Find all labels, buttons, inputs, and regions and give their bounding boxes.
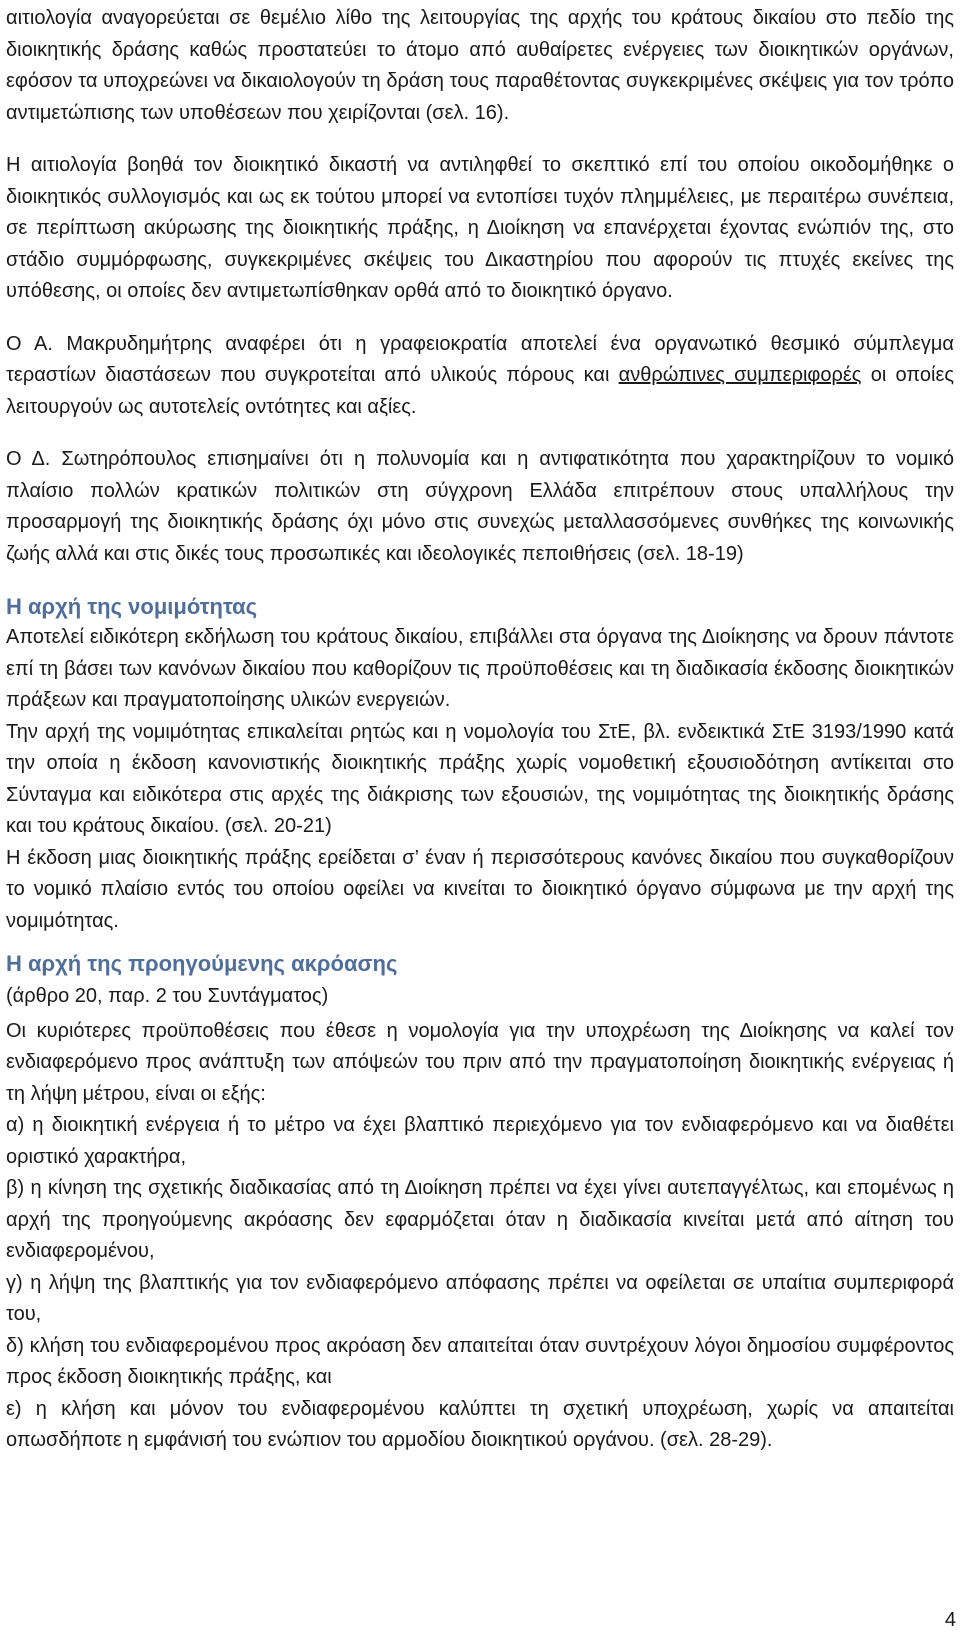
- list-item: α) η διοικητική ενέργεια ή το μέτρο να έχει βλαπτικό περιεχόμενο για τον ενδιαφερόμενο και να διαθέτει οριστικό χαρακτήρα,: [6, 1114, 954, 1168]
- heading-prior-hearing-principle: Η αρχή της προηγούμενης ακρόασης: [6, 951, 398, 976]
- paragraph-legality-act-issuance: Η έκδοση μιας διοικητικής πράξης ερείδεται σ’ έναν ή περισσότερους κανόνες δικαίου που συγκαθορίζουν το νομικό πλαίσιο εντός του οποίου οφείλει να κινείται το διοικητικό όργανο σύμφωνα με την αρχή της νομιμότητας.: [6, 846, 954, 932]
- heading-legality-principle: Η αρχή της νομιμότητας: [6, 594, 258, 619]
- paragraph-sotiropoulos: Ο Δ. Σωτηρόπουλος επισημαίνει ότι η πολυνομία και η αντιφατικότητα που χαρακτηρίζουν το νομικό πλαίσιο πολλών κρατικών πολιτικών στη σύγχρονη Ελλάδα επιτρέπουν στους υπαλλήλους την προσαρμογή της διοικητικής δράσης όχι μόνο στις συνεχώς μεταλλασσόμενες συνθήκες της κοινωνικής ζωής αλλά και στις δικές τους προσωπικές και ιδεολογικές πεποιθήσεις (σελ. 18-19): [6, 448, 954, 565]
- paragraph-hearing-intro: Οι κυριότερες προϋποθέσεις που έθεσε η νομολογία για την υποχρέωση της Διοίκησης να καλεί τον ενδιαφερόμενο προς ανάπτυξη των απόψεών του πριν από την πραγματοποίηση διοικητικής ενέργειας ή τη λήψη μέτρου, είναι οι εξής:: [6, 1019, 954, 1105]
- list-item: β) η κίνηση της σχετικής διαδικασίας από τη Διοίκηση πρέπει να έχει γίνει αυτεπαγγέλτως, και επομένως η αρχή της προηγούμενης ακρόασης δεν εφαρμόζεται όταν η διαδικασία κινείται μετά από αίτηση του ενδιαφερομένου,: [6, 1177, 954, 1262]
- list-item: ε) η κλήση και μόνον του ενδιαφερομένου καλύπτει τη σχετική υποχρέωση, χωρίς να απαιτείται οπωσδήποτε η εμφάνισή του ενώπιον του αρμοδίου διοικητικού οργάνου. (σελ. 28-29).: [6, 1397, 954, 1451]
- paragraph-justification-continued: αιτιολογία αναγορεύεται σε θεμέλιο λίθο της λειτουργίας της αρχής του κράτους δικαίου στο πεδίο της διοικητικής δράσης καθώς προστατεύει το άτομο από αυθαίρετες ενέργειες των διοικητικών οργάνων, εφόσον τα υποχρεώνει να δικαιολογούν τη δράση τους παραθέτοντας συγκεκριμένες σκέψεις για τον τρόπο αντιμετώπισης των υποθέσεων που χειρίζονται (σελ. 16).: [6, 7, 954, 124]
- page-number: 4: [944, 1609, 956, 1631]
- list-item: δ) κλήση του ενδιαφερομένου προς ακρόαση δεν απαιτείται όταν συντρέχουν λόγοι δημοσίου συμφέροντος προς έκδοση διοικητικής πράξης, και: [6, 1334, 954, 1388]
- list-item: γ) η λήψη της βλαπτικής για τον ενδιαφερόμενο απόφασης πρέπει να οφείλεται σε υπαίτια συμπεριφορά του,: [6, 1271, 954, 1325]
- paragraph-justification-judge: Η αιτιολογία βοηθά τον διοικητικό δικαστή να αντιληφθεί το σκεπτικό επί του οποίου οικοδομήθηκε ο διοικητικός συλλογισμός και ως εκ τούτου μπορεί να εντοπίσει τυχόν πλημμέλειες, με περαιτέρω συνέπεια, σε περίπτωση ακύρωσης της διοικητικής πράξης, η Διοίκηση να επανέρχεται έχοντας ενώπιόν της, στο στάδιο συμμόρφωσης, συγκεκριμένες σκέψεις του Δικαστηρίου που αφορούν τις πτυχές εκείνες της υπόθεσης, οι οποίες δεν αντιμετωπίσθηκαν ορθά από το διοικητικό όργανο.: [6, 154, 954, 302]
- subheading-constitution-article: (άρθρο 20, παρ. 2 του Συντάγματος): [6, 985, 329, 1007]
- underlined-human-behaviours: ανθρώπινες συμπεριφορές: [618, 364, 862, 386]
- paragraph-makrydimitris-text-start: Ο Α. Μακρυδημήτρης αναφέρει ότι η γραφειοκρατία αποτελεί ένα οργανωτικό θεσμικό σύμπλεγμα τεραστίων διαστάσεων που συγκροτείται από υλικούς πόρους και: [6, 332, 954, 386]
- paragraph-legality-case-law: Την αρχή της νομιμότητας επικαλείται ρητώς και η νομολογία του ΣτΕ, βλ. ενδεικτικά ΣτΕ 3193/1990 κατά την οποία η έκδοση κανονιστικής διοικητικής πράξης χωρίς νομοθετική εξουσιοδότηση αντίκειται στο Σύνταγμα και ειδικότερα στις αρχές της διάκρισης των εξουσιών, της νομιμότητας της διοικητικής δράσης και του κράτους δικαίου. (σελ. 20-21): [6, 720, 954, 837]
- document-page: [6, 0, 954, 1457]
- paragraph-legality-definition: Αποτελεί ειδικότερη εκδήλωση του κράτους δικαίου, επιβάλλει στα όργανα της Διοίκησης να δρουν πάντοτε επί τη βάσει των κανόνων δικαίου που καθορίζουν τις προϋποθέσεις και τη διαδικασία έκδοσης διοικητικών πράξεων και πραγματοποίησης υλικών ενεργειών.: [6, 626, 954, 711]
- paragraph-makrydimitris: [6, 329, 954, 424]
- paragraph-makrydimitris-text-end: οι οποίες λειτουργούν ως αυτοτελείς οντότητες και αξίες.: [6, 364, 954, 418]
